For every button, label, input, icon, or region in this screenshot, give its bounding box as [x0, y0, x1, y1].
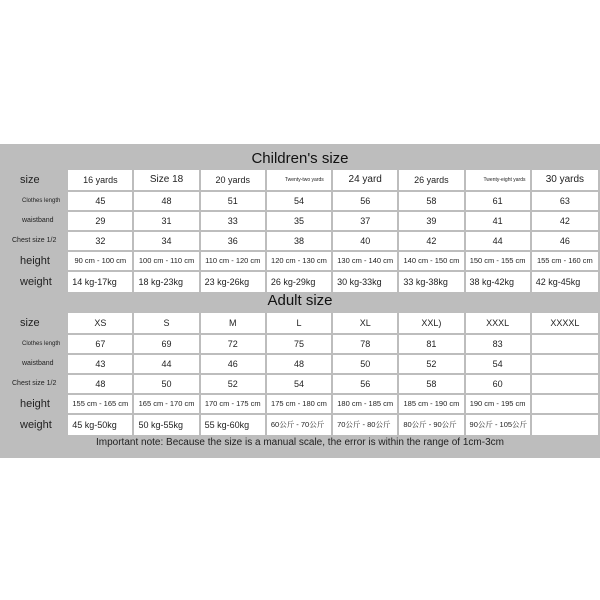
table-cell: 26 kg-29kg — [267, 272, 331, 292]
size-header: M — [201, 313, 265, 333]
table-cell — [532, 355, 598, 373]
table-cell: 155 cm - 165 cm — [68, 395, 132, 413]
table-cell: 29 — [68, 212, 132, 230]
row-label-size: size — [2, 170, 66, 190]
table-cell: 56 — [333, 192, 397, 210]
table-row — [2, 272, 598, 292]
table-cell: 56 — [333, 375, 397, 393]
row-label-clothes-length: Clothes length — [2, 192, 66, 210]
table-cell: 48 — [68, 375, 132, 393]
table-cell: 175 cm - 180 cm — [267, 395, 331, 413]
table-cell: 23 kg-26kg — [201, 272, 265, 292]
table-cell: 60 — [466, 375, 530, 393]
table-cell: 38 — [267, 232, 331, 250]
table-cell: 110 cm - 120 cm — [201, 252, 265, 270]
table-cell: 90公斤 - 105公斤 — [466, 415, 530, 435]
table-cell: 90 cm - 100 cm — [68, 252, 132, 270]
table-cell: 55 kg-60kg — [201, 415, 265, 435]
table-cell: 35 — [267, 212, 331, 230]
table-row — [2, 375, 598, 393]
size-header: Twenty-two yards — [267, 170, 331, 190]
table-cell: 120 cm - 130 cm — [267, 252, 331, 270]
important-note: Important note: Because the size is a manual scale, the error is within the range of 1cm-3cm — [96, 437, 504, 448]
table-cell: 39 — [399, 212, 463, 230]
table-cell: 60公斤 - 70公斤 — [267, 415, 331, 435]
table-row — [2, 192, 598, 210]
table-cell: 31 — [134, 212, 198, 230]
table-cell: 150 cm - 155 cm — [466, 252, 530, 270]
table-cell: 52 — [399, 355, 463, 373]
table-cell: 51 — [201, 192, 265, 210]
table-row — [2, 212, 598, 230]
table-cell: 37 — [333, 212, 397, 230]
table-cell: 45 kg-50kg — [68, 415, 132, 435]
table-cell: 48 — [134, 192, 198, 210]
size-header: XS — [68, 313, 132, 333]
table-cell: 50 kg-55kg — [134, 415, 198, 435]
size-header: 26 yards — [399, 170, 463, 190]
table-cell: 14 kg-17kg — [68, 272, 132, 292]
table-row — [2, 335, 598, 353]
table-cell: 38 kg-42kg — [466, 272, 530, 292]
table-cell: 67 — [68, 335, 132, 353]
table-cell: 34 — [134, 232, 198, 250]
row-label-weight: weight — [2, 272, 66, 292]
table-cell: 69 — [134, 335, 198, 353]
table-cell — [532, 375, 598, 393]
row-label-size: size — [2, 313, 66, 333]
table-cell: 81 — [399, 335, 463, 353]
table-cell: 190 cm - 195 cm — [466, 395, 530, 413]
table-cell: 42 — [532, 212, 598, 230]
table-row — [2, 232, 598, 250]
table-cell: 18 kg-23kg — [134, 272, 198, 292]
size-header: 20 yards — [201, 170, 265, 190]
table-cell: 46 — [201, 355, 265, 373]
size-header: Size 18 — [134, 170, 198, 190]
adult-size-table — [0, 311, 600, 437]
table-cell: 170 cm - 175 cm — [201, 395, 265, 413]
table-cell: 75 — [267, 335, 331, 353]
table-cell: 140 cm - 150 cm — [399, 252, 463, 270]
table-cell: 165 cm - 170 cm — [134, 395, 198, 413]
size-header: 16 yards — [68, 170, 132, 190]
row-label-weight: weight — [2, 415, 66, 435]
table-cell: 41 — [466, 212, 530, 230]
table-row — [2, 313, 598, 333]
row-label-chest-size: Chest size 1/2 — [2, 232, 66, 250]
table-cell: 58 — [399, 192, 463, 210]
table-cell — [532, 335, 598, 353]
row-label-waistband: waistband — [2, 355, 66, 373]
table-cell: 40 — [333, 232, 397, 250]
size-header: L — [267, 313, 331, 333]
table-cell: 80公斤 - 90公斤 — [399, 415, 463, 435]
table-cell: 32 — [68, 232, 132, 250]
table-cell: 36 — [201, 232, 265, 250]
table-cell: 42 — [399, 232, 463, 250]
table-cell: 33 kg-38kg — [399, 272, 463, 292]
table-cell — [532, 395, 598, 413]
table-cell: 50 — [134, 375, 198, 393]
table-cell: 48 — [267, 355, 331, 373]
table-cell: 42 kg-45kg — [532, 272, 598, 292]
table-cell: 30 kg-33kg — [333, 272, 397, 292]
size-header: Twenty-eight yards — [466, 170, 530, 190]
table-cell: 54 — [267, 375, 331, 393]
row-label-height: height — [2, 252, 66, 270]
size-header: XL — [333, 313, 397, 333]
adult-size-title: Adult size — [267, 292, 333, 309]
table-cell: 63 — [532, 192, 598, 210]
table-row — [2, 252, 598, 270]
table-cell: 43 — [68, 355, 132, 373]
table-cell: 83 — [466, 335, 530, 353]
table-cell: 44 — [134, 355, 198, 373]
row-label-clothes-length: Clothes length — [2, 335, 66, 353]
table-cell: 52 — [201, 375, 265, 393]
table-cell: 185 cm - 190 cm — [399, 395, 463, 413]
size-header: 24 yard — [333, 170, 397, 190]
table-cell: 72 — [201, 335, 265, 353]
table-cell — [532, 415, 598, 435]
table-cell: 33 — [201, 212, 265, 230]
table-cell: 61 — [466, 192, 530, 210]
table-cell: 180 cm - 185 cm — [333, 395, 397, 413]
table-cell: 50 — [333, 355, 397, 373]
table-cell: 130 cm - 140 cm — [333, 252, 397, 270]
size-header: XXL) — [399, 313, 463, 333]
size-header: XXXL — [466, 313, 530, 333]
size-header: XXXXL — [532, 313, 598, 333]
row-label-waistband: waistband — [2, 212, 66, 230]
row-label-chest-size: Chest size 1/2 — [2, 375, 66, 393]
table-cell: 78 — [333, 335, 397, 353]
size-header: S — [134, 313, 198, 333]
table-row — [2, 415, 598, 435]
table-cell: 54 — [267, 192, 331, 210]
table-cell: 44 — [466, 232, 530, 250]
table-cell: 58 — [399, 375, 463, 393]
table-row — [2, 170, 598, 190]
table-row — [2, 355, 598, 373]
row-label-height: height — [2, 395, 66, 413]
table-cell: 155 cm - 160 cm — [532, 252, 598, 270]
table-cell: 46 — [532, 232, 598, 250]
children-size-title: Children's size — [251, 150, 349, 167]
table-cell: 45 — [68, 192, 132, 210]
table-row — [2, 395, 598, 413]
size-header: 30 yards — [532, 170, 598, 190]
table-cell: 100 cm - 110 cm — [134, 252, 198, 270]
table-cell: 54 — [466, 355, 530, 373]
children-size-table — [0, 168, 600, 294]
table-cell: 70公斤 - 80公斤 — [333, 415, 397, 435]
